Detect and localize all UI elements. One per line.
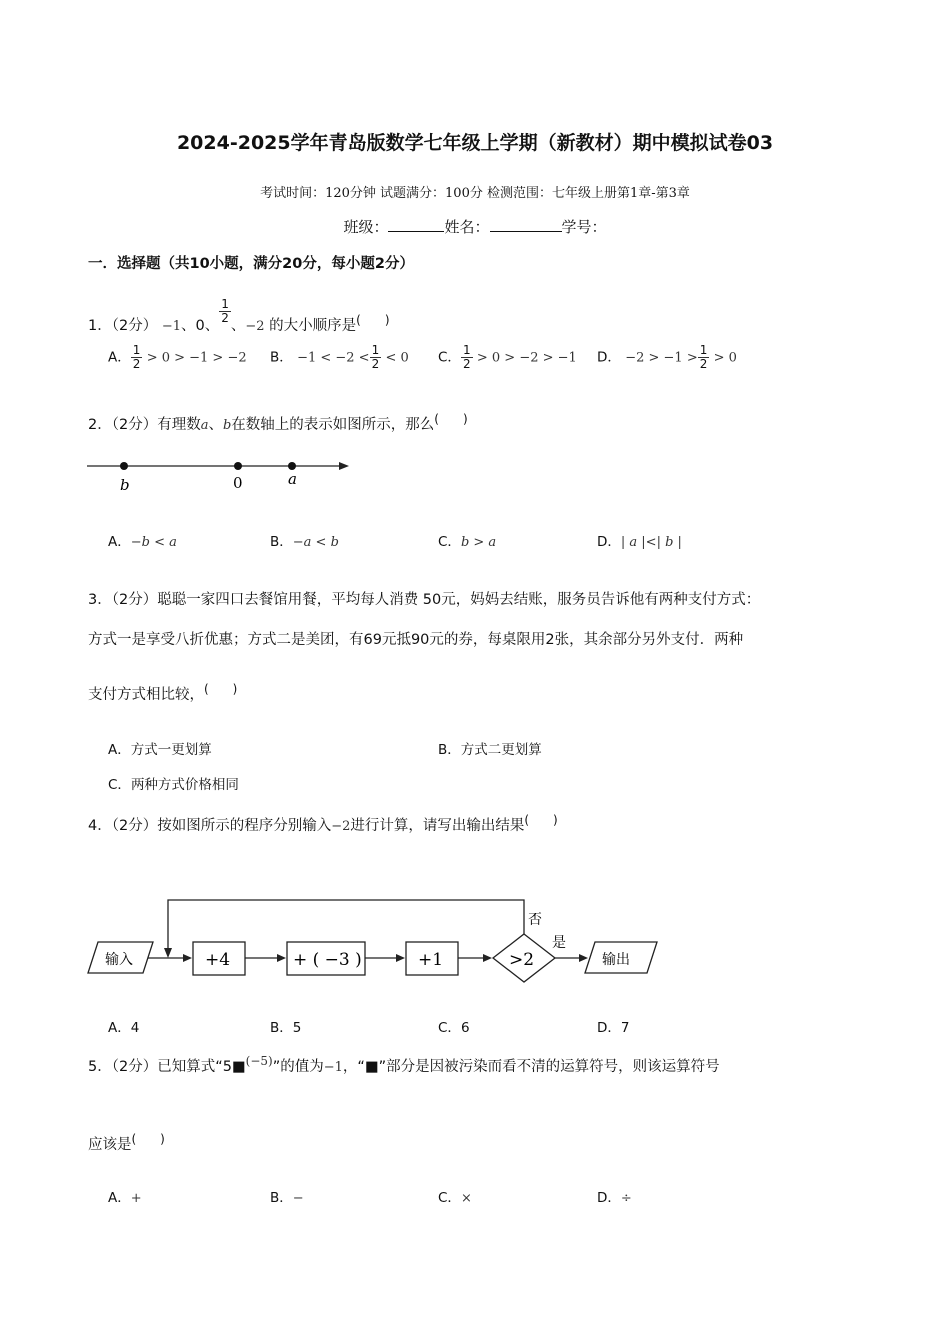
axis-label-zero: 0 — [233, 474, 243, 492]
q4-option-b[interactable] — [270, 1016, 301, 1036]
option-fraction — [131, 344, 143, 371]
q1-text: 的大小顺序是 — [269, 318, 357, 334]
option-fraction — [370, 344, 382, 371]
arrow-head-icon — [396, 954, 405, 962]
option-expr: > 0 > −1 > −2 — [146, 350, 247, 366]
axis-arrow-icon — [339, 462, 349, 470]
option-expr: < 0 — [385, 350, 409, 366]
number-line-figure — [85, 452, 360, 494]
option-text: + — [130, 1191, 142, 1206]
option-expr: | a |<| b | — [620, 535, 682, 550]
question-5-line-1 — [88, 1054, 720, 1076]
q2-text: 在数轴上的表示如图所示，那么 — [231, 417, 435, 433]
option-label: D． — [597, 349, 621, 366]
section-title: 一．选择题（共10小题，满分20分，每小题2分） — [88, 256, 414, 272]
q1-sep: 、 — [230, 318, 246, 334]
point-a — [288, 462, 296, 470]
point-b — [120, 462, 128, 470]
arrow-head-icon — [183, 954, 192, 962]
q2-option-c[interactable] — [438, 530, 496, 550]
q2-option-a[interactable] — [108, 530, 177, 550]
class-blank[interactable] — [388, 231, 444, 232]
option-label: C． — [108, 777, 131, 793]
var-b: b — [222, 418, 232, 433]
option-label: A． — [108, 1020, 131, 1036]
flow-step1-label: +4 — [205, 950, 231, 970]
q1-option-c[interactable] — [438, 344, 577, 371]
option-label: A． — [108, 1190, 131, 1206]
program-flowchart — [85, 890, 665, 990]
id-label: 学号： — [561, 218, 607, 236]
name-blank[interactable] — [490, 231, 562, 232]
q1-option-a[interactable] — [108, 344, 247, 371]
question-3-line-2: 方式一是享受八折优惠；方式二是美团，有69元抵90元的券，每桌限用2张，其余部分另外支付．两种 — [88, 632, 744, 648]
option-label: B． — [270, 534, 293, 550]
flow-input-label: 输入 — [105, 952, 133, 968]
option-label: D． — [597, 534, 621, 550]
option-label: A． — [108, 349, 131, 366]
frac-num: 1 — [132, 343, 141, 357]
answer-paren[interactable]: ( ) — [524, 813, 558, 827]
q5-option-b[interactable] — [270, 1186, 304, 1206]
q4-option-c[interactable] — [438, 1016, 470, 1036]
frac-den: 2 — [221, 311, 229, 325]
q3-option-c[interactable] — [108, 773, 239, 793]
option-expr: b > a — [460, 535, 497, 550]
q1-sep: 、 — [204, 318, 220, 334]
q1-num-neg2: −2 — [245, 319, 265, 334]
option-text: ÷ — [620, 1191, 632, 1206]
option-expr: −a < b — [292, 535, 339, 550]
q5-text: 应该是 — [88, 1137, 132, 1153]
answer-paren[interactable]: ( ) — [204, 682, 238, 696]
option-label: C． — [438, 1020, 461, 1036]
frac-den: 2 — [132, 357, 141, 371]
student-info-line — [0, 216, 950, 237]
flow-yes-label: 是 — [552, 935, 566, 951]
option-text: 5 — [292, 1020, 302, 1036]
question-3-line-3 — [88, 680, 237, 704]
frac-den: 2 — [371, 357, 380, 371]
point-zero — [234, 462, 242, 470]
option-label: B． — [270, 1190, 293, 1206]
option-text: 4 — [130, 1020, 140, 1036]
axis-label-b: b — [120, 476, 130, 494]
option-label: C． — [438, 534, 461, 550]
option-text: 方式一更划算 — [130, 742, 212, 758]
option-label: A． — [108, 534, 131, 550]
q5-value: −1 — [323, 1060, 343, 1075]
axis-label-a: a — [288, 470, 297, 488]
q5-option-d[interactable] — [597, 1186, 632, 1206]
option-label: D． — [597, 1020, 621, 1036]
option-text: × — [460, 1191, 472, 1206]
flow-no-label: 否 — [528, 912, 542, 928]
q1-fraction — [219, 298, 231, 325]
option-expr: −2 > −1 > — [625, 350, 698, 366]
option-text: 7 — [620, 1020, 630, 1036]
option-expr: −1 < −2 < — [297, 350, 370, 366]
flow-step3-label: +1 — [418, 950, 444, 970]
answer-paren[interactable]: ( ) — [434, 412, 468, 426]
frac-num: 1 — [221, 297, 229, 311]
frac-num: 1 — [699, 343, 708, 357]
option-label: A． — [108, 742, 131, 758]
exam-meta: 考试时间：120分钟 试题满分：100分 检测范围：七年级上册第1章-第3章 — [260, 186, 690, 201]
q1-num-neg1: −1 — [161, 319, 181, 334]
option-label: C． — [438, 349, 461, 366]
option-text: 方式二更划算 — [460, 742, 542, 758]
frac-den: 2 — [699, 357, 708, 371]
question-1 — [88, 298, 390, 335]
q5-paren-expr: (−5) — [245, 1054, 273, 1068]
q2-option-d[interactable] — [597, 530, 682, 550]
option-text: 6 — [460, 1020, 470, 1036]
name-label: 姓名： — [444, 218, 490, 236]
option-fraction — [461, 344, 473, 371]
class-label: 班级： — [343, 218, 389, 236]
q2-prefix: 2．（2分）有理数 — [88, 417, 201, 433]
q4-prefix: 4．（2分）按如图所示的程序分别输入 — [88, 818, 332, 834]
q5-prefix: 5．（2分）已知算式“5■ — [88, 1059, 246, 1075]
arrow-head-icon — [277, 954, 286, 962]
option-label: B． — [270, 349, 293, 366]
option-label: C． — [438, 1190, 461, 1206]
var-a: a — [200, 418, 209, 433]
frac-num: 1 — [462, 343, 471, 357]
q1-sep: 、 — [180, 318, 196, 334]
q1-option-b[interactable] — [270, 344, 409, 371]
option-fraction — [698, 344, 710, 371]
arrow-head-icon — [579, 954, 588, 962]
q4-option-a[interactable] — [108, 1016, 139, 1036]
flow-step2-label: + ( −3 ) — [293, 950, 362, 970]
answer-paren[interactable]: ( ) — [356, 313, 390, 327]
q5-mid: ”的值为 — [272, 1059, 324, 1075]
answer-paren[interactable]: ( ) — [131, 1132, 165, 1146]
q5-option-c[interactable] — [438, 1186, 472, 1206]
frac-den: 2 — [462, 357, 471, 371]
q5-option-a[interactable] — [108, 1186, 142, 1206]
question-5-line-2 — [88, 1130, 165, 1154]
q3-option-b[interactable] — [438, 738, 542, 758]
option-expr: −b < a — [130, 535, 177, 550]
option-text: 两种方式价格相同 — [130, 777, 239, 793]
option-expr: > 0 > −2 > −1 — [476, 350, 577, 366]
question-2 — [88, 410, 468, 434]
question-3-line-1: 3．（2分）聪聪一家四口去餐馆用餐，平均每人消费 50元，妈妈去结账，服务员告诉他有两种支付方式： — [88, 592, 761, 608]
frac-num: 1 — [371, 343, 380, 357]
q4-option-d[interactable] — [597, 1016, 630, 1036]
arrow-head-icon — [164, 948, 172, 958]
option-label: B． — [270, 1020, 293, 1036]
q1-option-d[interactable] — [597, 344, 737, 371]
page-title: 2024-2025学年青岛版数学七年级上学期（新教材）期中模拟试卷03 — [176, 132, 774, 154]
arrow-head-icon — [483, 954, 492, 962]
option-label: B． — [438, 742, 461, 758]
q3-text: 支付方式相比较， — [88, 687, 204, 703]
q1-num-0: 0 — [195, 318, 205, 334]
flow-condition-label: >2 — [509, 950, 535, 970]
q3-option-a[interactable] — [108, 738, 212, 758]
option-expr: > 0 — [713, 350, 737, 366]
option-label: D． — [597, 1190, 621, 1206]
question-4 — [88, 811, 558, 835]
q2-option-b[interactable] — [270, 530, 339, 550]
q2-sep: 、 — [208, 417, 223, 433]
q4-input-value: −2 — [331, 819, 351, 834]
q1-prefix: 1．（2分） — [88, 318, 158, 334]
option-text: − — [292, 1191, 304, 1206]
q5-rest: ，“■”部分是因被污染而看不清的运算符号，则该运算符号 — [342, 1059, 720, 1075]
flow-output-label: 输出 — [602, 952, 630, 968]
q4-text: 进行计算，请写出输出结果 — [350, 818, 525, 834]
